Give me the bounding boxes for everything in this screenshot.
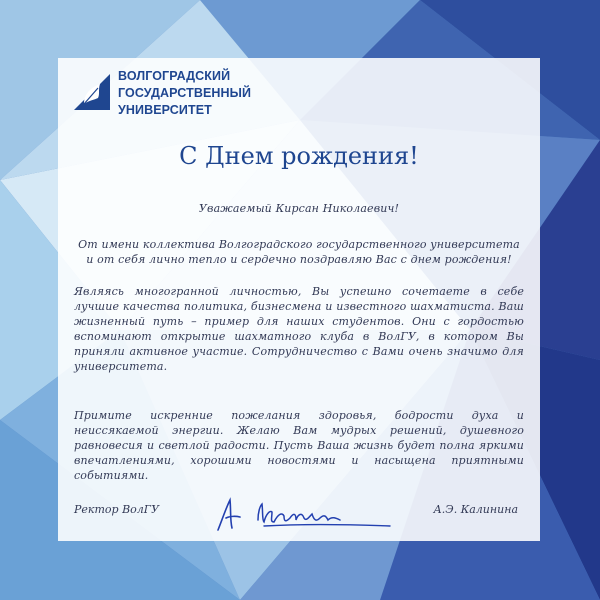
letter-card bbox=[58, 58, 540, 541]
university-name-line1: ВОЛГОГРАДСКИЙ bbox=[118, 69, 231, 83]
university-name-line3: УНИВЕРСИТЕТ bbox=[118, 103, 212, 117]
university-name-line2: ГОСУДАРСТВЕННЫЙ bbox=[118, 86, 252, 100]
signatory-name: А.Э. Калинина bbox=[433, 503, 518, 516]
letter-paragraph-1: От имени коллектива Волгоградского государственного университета и от себя лично тепло и сердечно поздравляю Вас с днем рождения! bbox=[78, 238, 520, 266]
handwritten-signature-icon bbox=[208, 490, 398, 538]
page-title: С Днем рождения! bbox=[179, 142, 419, 170]
letter-greeting: Уважаемый Кирсан Николаевич! bbox=[198, 202, 400, 215]
university-name bbox=[118, 68, 338, 119]
oak-leaf-icon bbox=[70, 70, 114, 114]
letter-paragraph-2: Являясь многогранной личностью, Вы успешно сочетаете в себе лучшие качества политика, бизнесмена и известного шахматиста. Ваш жизненный путь – пример для наших студентов. Они с гордостью вспоминают открытие шахматного клуба в ВолГУ, в котором Вы приняли активное участие. Сотрудничество с Вами очень значимо для университета. bbox=[74, 285, 524, 373]
letter-paragraph-3: Примите искренние пожелания здоровья, бодрости духа и неиссякаемой энергии. Желаю Вам мудрых решений, душевного равновесия и светлой радости. Пусть Ваша жизнь будет полна яркими впечатлениями, хорошими новостями и насыщена приятными событиями. bbox=[74, 409, 524, 482]
signatory-position: Ректор ВолГУ bbox=[74, 503, 160, 516]
